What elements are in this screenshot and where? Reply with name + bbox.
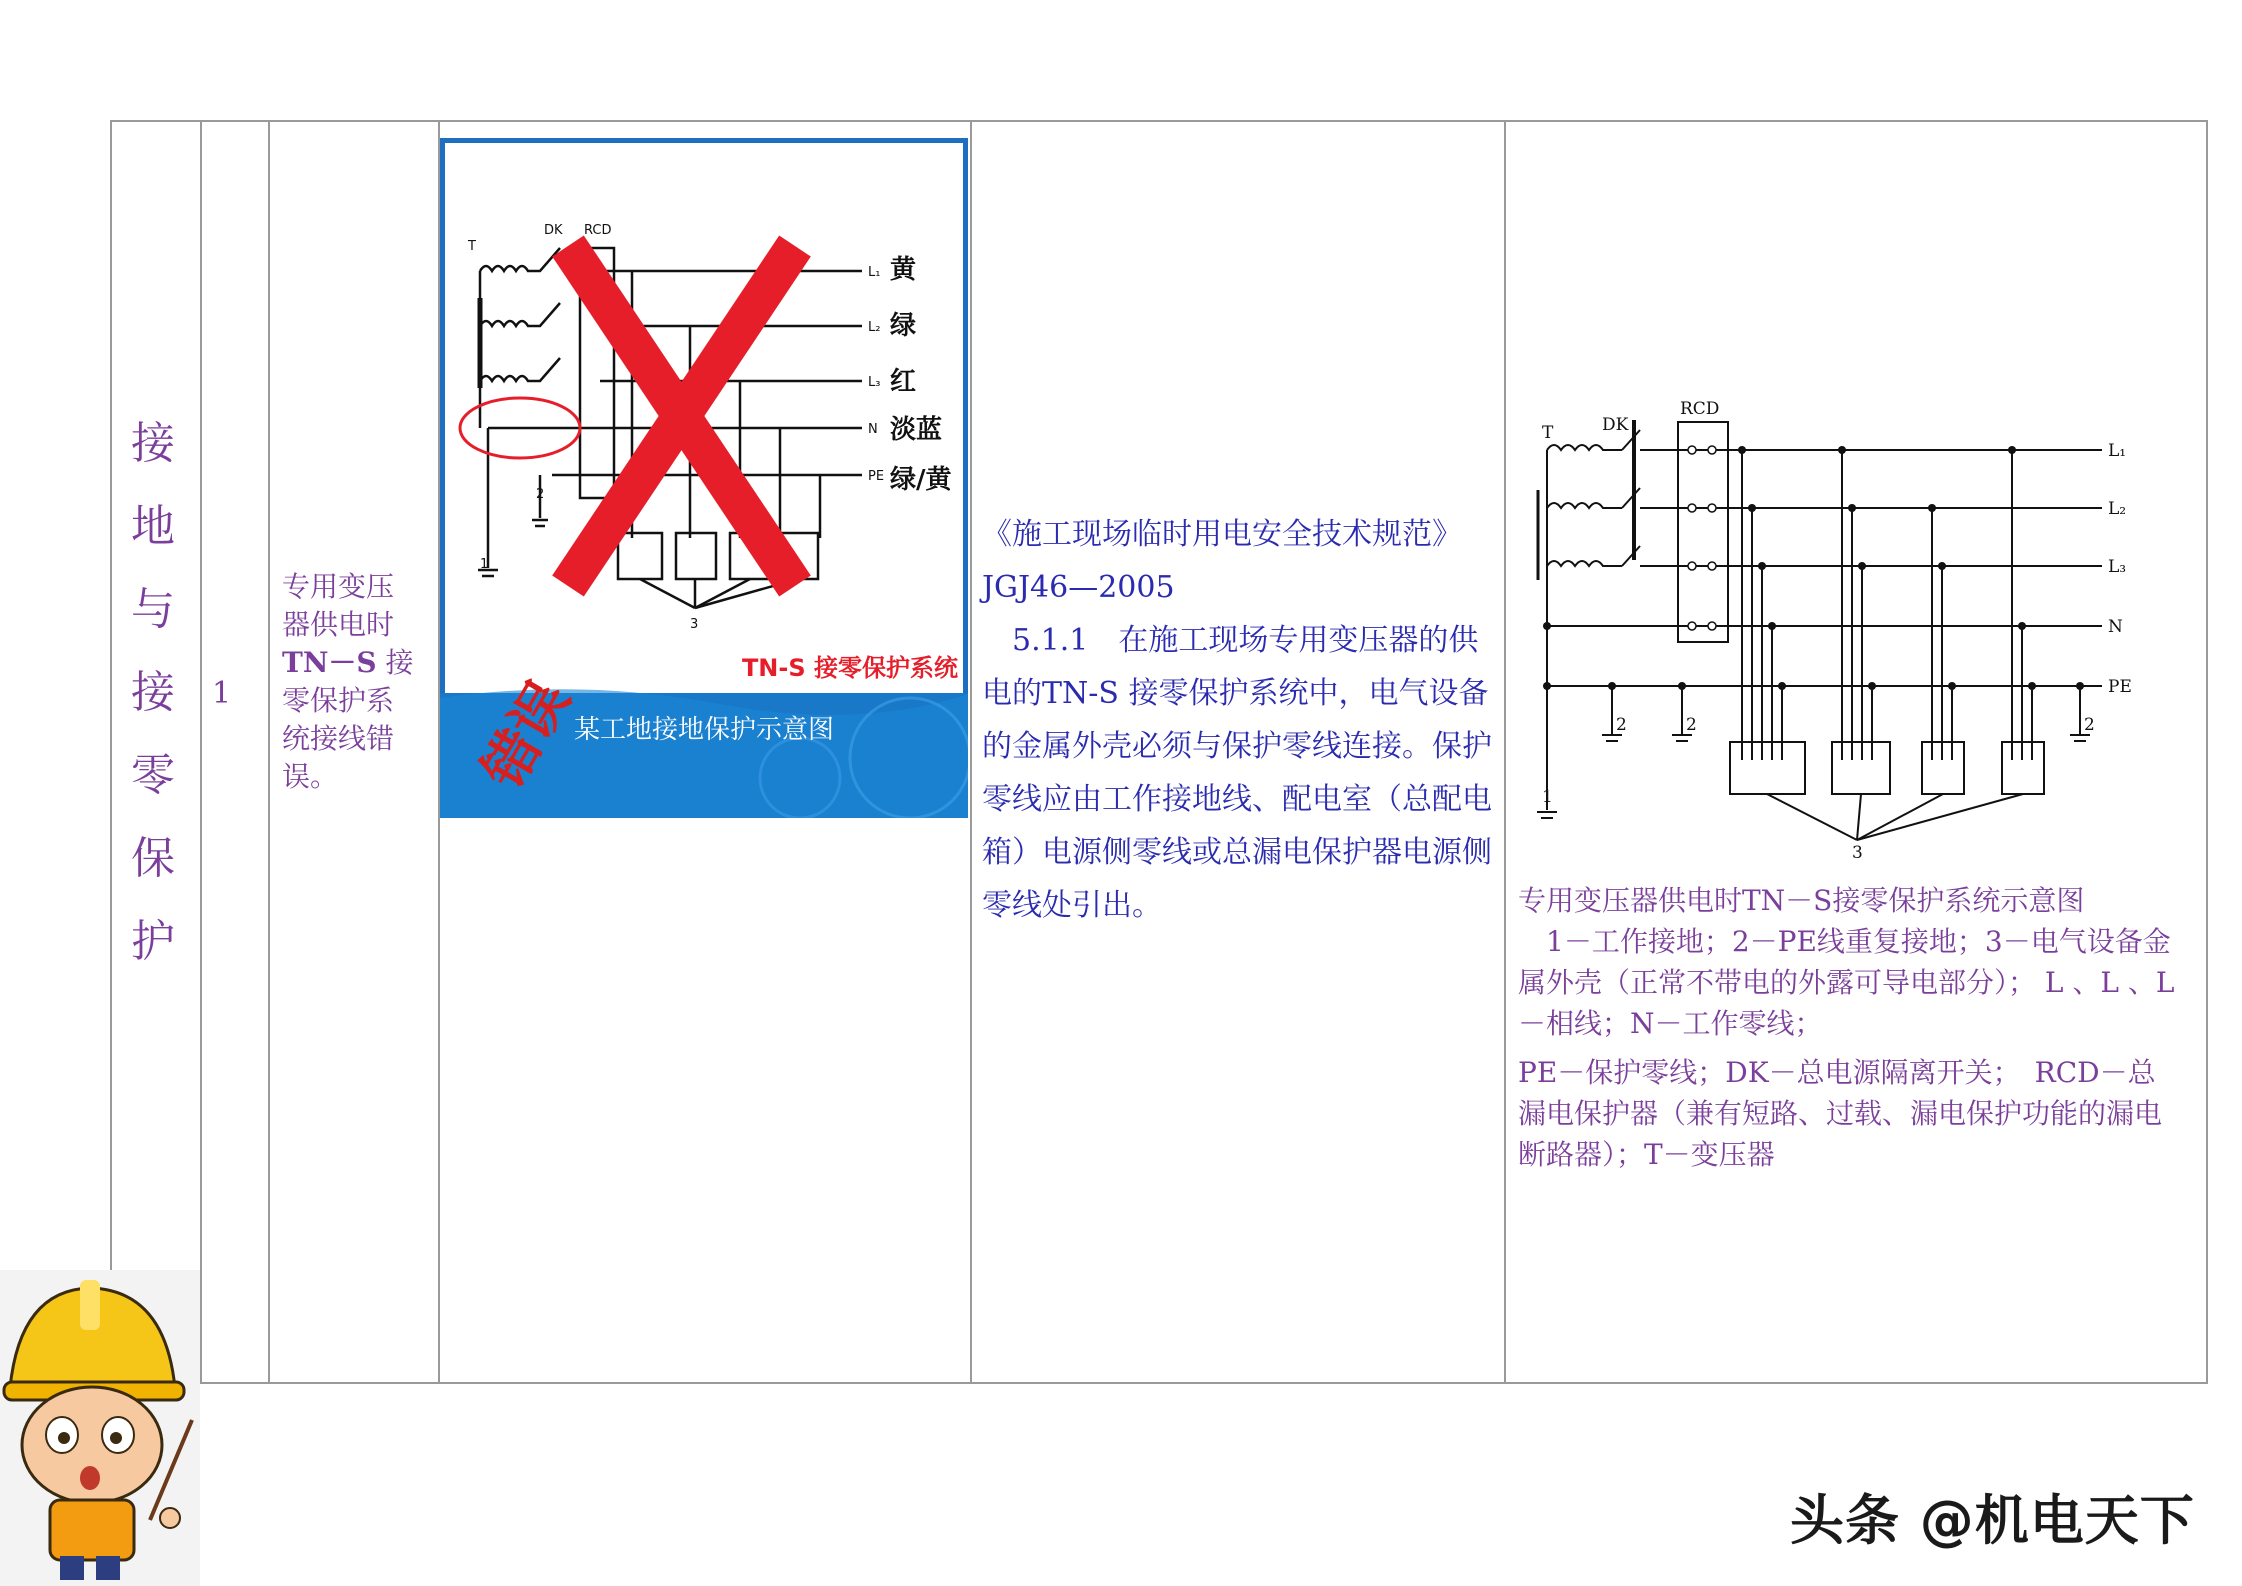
rd-label-dk: DK (1602, 415, 1629, 435)
standard-title: 《施工现场临时用电安全技术规范》 (982, 517, 1462, 552)
category-char: 接 (131, 418, 175, 469)
label-line-1: L₂ (868, 320, 881, 335)
category-char: 接 (131, 667, 175, 718)
rd-num-2b: 2 (1686, 715, 1697, 735)
label-num-1: 1 (480, 557, 489, 572)
description-bold: TN－S (282, 646, 377, 679)
description-line: 误。 (282, 760, 339, 793)
caption-legend-2: PE－保护零线；DK－总电源隔离开关； RCD－总漏电保护器（兼有短路、过载、漏电保护功能的漏电断路器）；T－变压器 (1518, 1056, 2163, 1171)
description-line: 统接线错 (282, 722, 395, 755)
wire-label-1: 绿 (890, 311, 917, 341)
category-cell (110, 402, 196, 983)
rd-num-2a: 2 (1616, 715, 1627, 735)
table-border-right (2206, 120, 2208, 1384)
label-num-2: 2 (536, 487, 545, 502)
category-char: 与 (131, 584, 175, 635)
rd-line-0: L₁ (2108, 441, 2127, 461)
description-line: 零保护系 (282, 684, 395, 717)
label-rcd: RCD (584, 223, 612, 238)
description-line (282, 644, 442, 682)
label-t: T (468, 239, 476, 254)
wrong-wiring-image (440, 138, 968, 818)
wire-label-4: 绿/黄 (890, 465, 952, 495)
label-line-4: PE (868, 469, 885, 484)
wire-label-2: 红 (890, 367, 917, 397)
caption-legend: 1－工作接地；2－PE线重复接地；3－电气设备金属外壳（正常不带电的外露可导电部分）； L 、L 、L －相线；N－工作零线； (1518, 925, 2175, 1040)
standard-cell (982, 508, 1492, 932)
table-divider-2 (268, 120, 270, 1384)
category-char: 地 (131, 501, 175, 552)
standard-code: JGJ46—2005 (982, 570, 1175, 605)
table-top-border (110, 120, 2208, 122)
description-line: 专用变压 (282, 570, 395, 603)
label-line-2: L₃ (868, 375, 881, 390)
correct-wiring-diagram (1512, 390, 2132, 860)
category-char: 护 (131, 916, 175, 967)
rd-line-2: L₃ (2108, 557, 2127, 577)
description-tail: 接 (376, 646, 414, 679)
wire-label-0: 黄 (890, 255, 917, 285)
rd-label-rcd: RCD (1680, 399, 1720, 419)
table-divider-5 (1504, 120, 1506, 1384)
tn-s-title: TN-S 接零保护系统 (741, 654, 958, 682)
category-char: 零 (131, 750, 175, 801)
caption-title: 专用变压器供电时TN－S接零保护系统示意图 (1518, 884, 2085, 917)
table-divider-1 (200, 120, 202, 1384)
watermark-text: 头条 @机电天下 (1790, 1489, 2195, 1552)
rd-line-3: N (2108, 617, 2123, 637)
rd-num-1: 1 (1542, 787, 1553, 807)
rd-label-t: T (1542, 423, 1554, 443)
rd-num-2c: 2 (2084, 715, 2095, 735)
error-stamp: 错误 (470, 670, 583, 800)
standard-clause: 5.1.1 在施工现场专用变压器的供电的TN-S 接零保护系统中，电气设备的金属外壳必须与保护零线连接。保护零线应由工作接地线、配电室（总配电箱）电源侧零线或总漏电保护器电源侧零线处引出。 (982, 623, 1492, 923)
wire-label-3: 淡蓝 (890, 415, 943, 445)
description-cell (282, 568, 442, 796)
banner-text: 某工地接地保护示意图 (573, 715, 835, 745)
category-char: 保 (131, 833, 175, 884)
description-line: 器供电时 (282, 608, 395, 641)
label-num-3: 3 (690, 617, 699, 632)
table-divider-4 (970, 120, 972, 1384)
rd-line-4: PE (2108, 677, 2132, 697)
rd-num-3: 3 (1852, 843, 1863, 860)
table-bottom-border (200, 1382, 2208, 1384)
rd-line-1: L₂ (2108, 499, 2127, 519)
row-number: 1 (212, 676, 232, 711)
label-line-0: L₁ (868, 265, 881, 280)
worker-cartoon-image (0, 1270, 200, 1586)
diagram-caption (1518, 880, 2178, 1175)
label-line-3: N (868, 422, 878, 437)
label-dk: DK (544, 223, 563, 238)
